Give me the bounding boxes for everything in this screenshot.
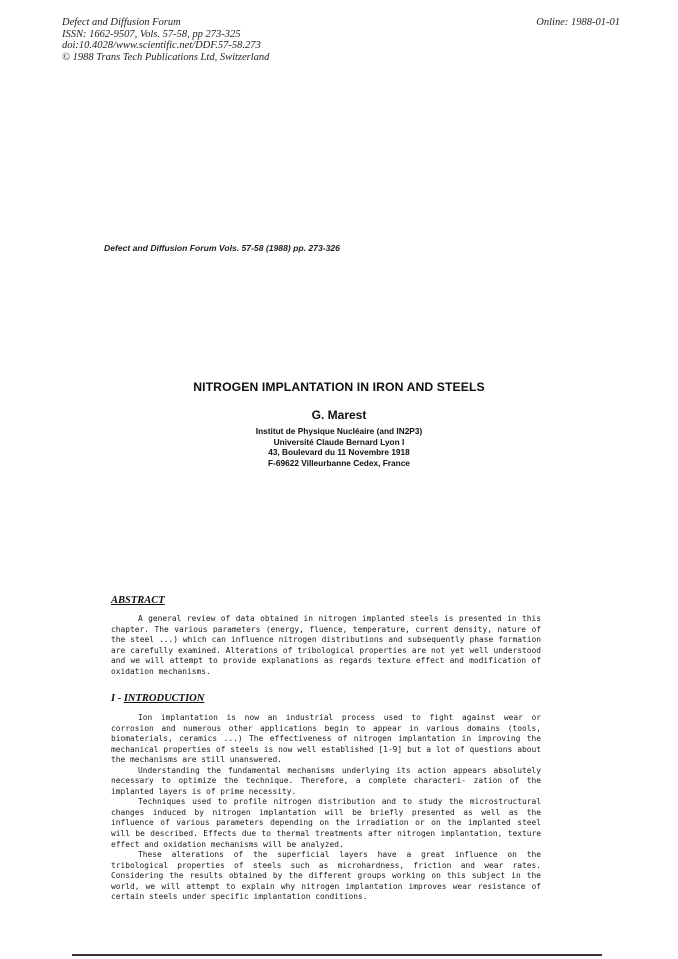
introduction-paragraph: These alterations of the superficial layers have a great influence on the tribological properties of steels such as microhardness, friction and wear rates. Considering the results obtained by the different groups working on this subject in the world, we will attempt to explain why nitrogen implantation improves wear resistance of certain steels under specific implantation conditions. bbox=[111, 850, 541, 902]
author-name: G. Marest bbox=[311, 408, 367, 422]
introduction-heading bbox=[111, 693, 204, 704]
introduction-paragraph: Understanding the fundamental mechanisms underlying its action appears absolutely necessary to optimize the technique. Therefore, a complete characteri- zation of the implanted layers is of prime necessity. bbox=[111, 765, 541, 796]
header-journal: Defect and Diffusion Forum bbox=[62, 17, 181, 28]
journal-reference: Defect and Diffusion Forum Vols. 57-58 (1988) pp. 273-326 bbox=[104, 243, 340, 253]
footer-rule bbox=[72, 954, 602, 956]
affiliation-line: Institut de Physique Nucléaire (and IN2P3) bbox=[255, 426, 423, 436]
section-number: I - bbox=[111, 693, 124, 704]
affiliation-line: F-69622 Villeurbanne Cedex, France bbox=[268, 457, 410, 468]
abstract-heading-text: ABSTRACT bbox=[111, 595, 165, 606]
introduction-paragraph: Techniques used to profile nitrogen distribution and to study the microstructural changes induced by nitrogen implantation will be briefly presented as well as the influence of various parameters depending on the irradiation or on the implanted steel will be described. Effects due to thermal treatments after nitrogen implantation, texture effect and oxidation mechanisms will be analyzed. bbox=[111, 797, 541, 849]
online-date: Online: 1988-01-01 bbox=[536, 17, 620, 28]
abstract-heading bbox=[111, 595, 165, 606]
header-issn: ISSN: 1662-9507, Vols. 57-58, pp 273-325 bbox=[62, 28, 241, 40]
affiliation-line: 43, Boulevard du 11 Novembre 1918 bbox=[268, 447, 410, 457]
introduction-paragraph: Ion implantation is now an industrial process used to fight against wear or corrosion and numerous other applications begin to appear in various domains (tools, biomaterials, ceramics ...) The effectiveness of nitrogen implantation in improving the mechanical properties of steels is now well established [1-9] but a lot of questions about the mechanisms are still unanswered. bbox=[111, 713, 541, 765]
paper-title: NITROGEN IMPLANTATION IN IRON AND STEELS bbox=[193, 380, 485, 394]
introduction-body bbox=[111, 713, 541, 903]
header-doi[interactable]: doi:10.4028/www.scientific.net/DDF.57-58.273 bbox=[62, 40, 261, 51]
affiliation-line: Université Claude Bernard Lyon I bbox=[273, 436, 405, 447]
abstract-paragraph: A general review of data obtained in nitrogen implanted steels is presented in this chapter. The various parameters (energy, fluence, temperature, current density, nature of the steel ...) which can influence nitrogen distributions and subsequently phase formation are carefully examined. Alterations of tribological properties are not yet well understood and we will attempt to provide explanations as regards texture effect and modification of oxidation mechanisms. bbox=[111, 614, 541, 676]
header-copyright: © 1988 Trans Tech Publications Ltd, Switzerland bbox=[62, 51, 270, 63]
introduction-heading-text: INTRODUCTION bbox=[123, 693, 205, 704]
abstract-body bbox=[111, 614, 541, 677]
affiliation bbox=[0, 426, 678, 468]
publication-header bbox=[62, 17, 269, 63]
